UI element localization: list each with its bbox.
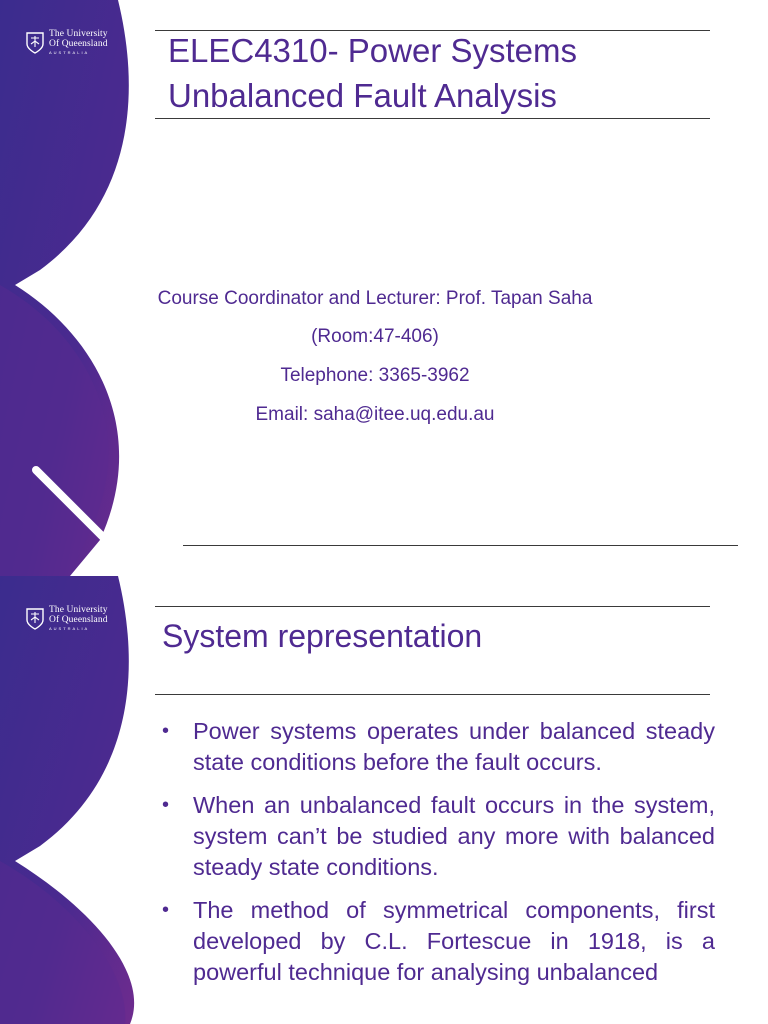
title-top-rule	[155, 606, 710, 607]
crest-icon	[26, 32, 44, 54]
bullet-text: When an unbalanced fault occurs in the system, system can’t be studied any more with balanced steady state conditions.	[193, 792, 715, 880]
title-bottom-rule	[155, 694, 710, 695]
coordinator-text: Course Coordinator and Lecturer: Prof. Tapan Saha	[157, 288, 593, 309]
slide-title: System representation	[162, 618, 483, 654]
crest-icon	[26, 608, 44, 630]
logo-line-2: Of Queensland	[49, 38, 108, 49]
content-slide	[0, 576, 768, 1024]
logo-line-3: AUSTRALIA	[49, 50, 90, 55]
room-text: (Room:47-406)	[311, 326, 439, 347]
bullet-text: The method of symmetrical components, first developed by C.L. Fortescue in 1918, is a powerful technique for analysing unbalanced	[193, 897, 715, 985]
title-line-1: ELEC4310- Power Systems	[168, 32, 578, 69]
logo-wordmark	[49, 30, 108, 55]
bullet-icon: •	[162, 794, 170, 816]
university-logo	[26, 30, 108, 55]
logo-wordmark	[49, 606, 108, 631]
logo-line-1: The University	[49, 29, 108, 39]
bullet-icon: •	[162, 899, 170, 921]
list-item	[162, 790, 715, 883]
title-line-2: Unbalanced Fault Analysis	[168, 77, 557, 114]
telephone-text: Telephone: 3365-3962	[280, 365, 470, 386]
bullet-list	[162, 716, 715, 1000]
slide-bottom-rule	[183, 545, 738, 546]
bullet-icon: •	[162, 720, 170, 742]
university-logo	[26, 606, 108, 631]
email-text: Email: saha@itee.uq.edu.au	[255, 404, 495, 425]
logo-line-1: The University	[49, 605, 108, 615]
logo-line-3: AUSTRALIA	[49, 626, 90, 631]
bullet-text: Power systems operates under balanced steady state conditions before the fault occurs.	[193, 718, 715, 775]
page-title	[168, 28, 577, 118]
logo-line-2: Of Queensland	[49, 614, 108, 625]
list-item	[162, 716, 715, 778]
title-bottom-rule	[155, 118, 710, 119]
list-item	[162, 895, 715, 988]
